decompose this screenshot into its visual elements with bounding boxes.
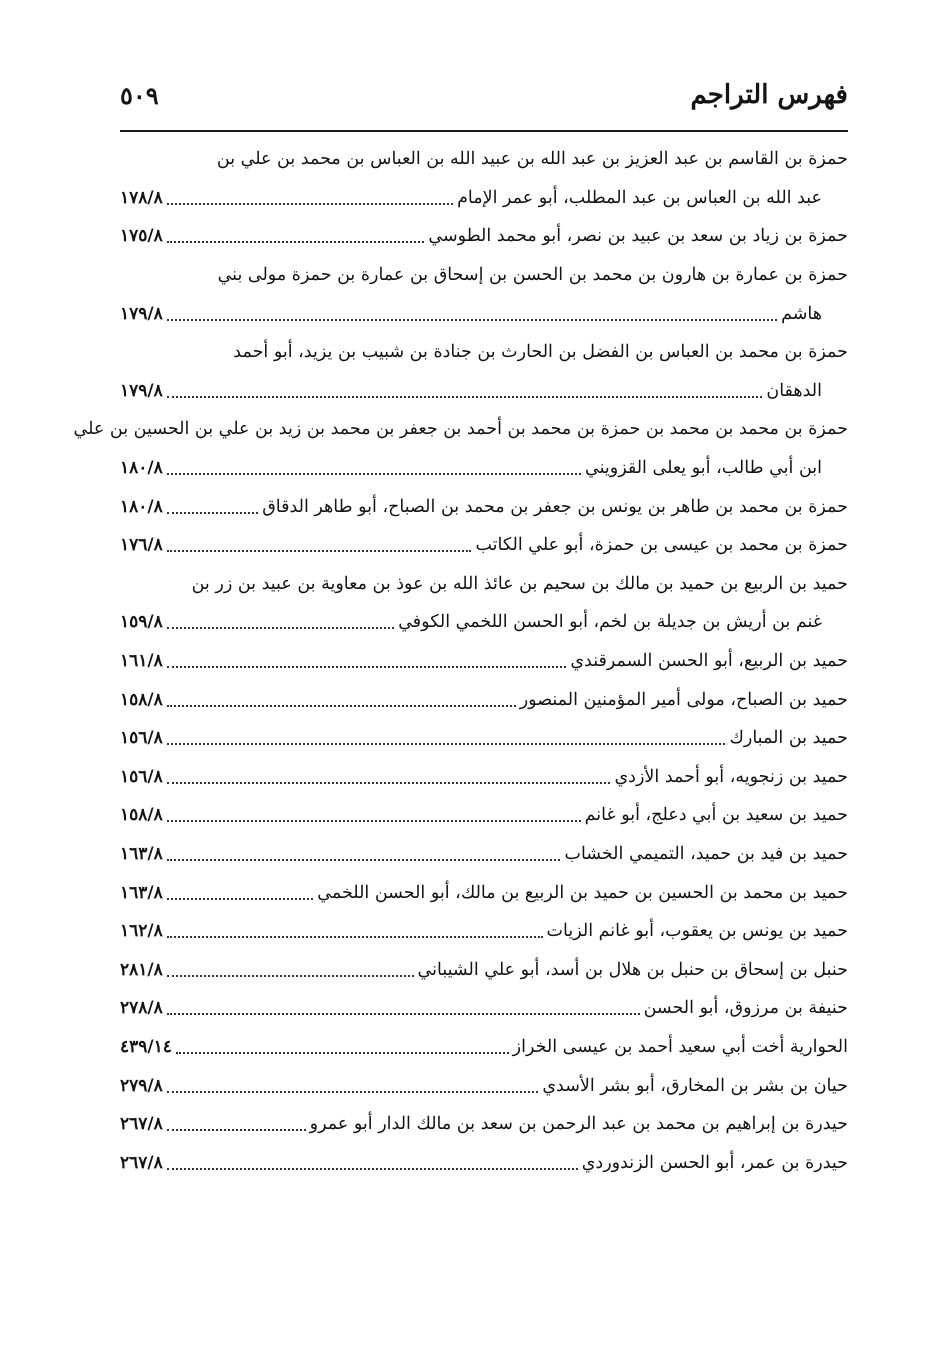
volume-page-ref: ١٨٠/٨: [120, 496, 163, 517]
index-entry: [120, 1066, 848, 1105]
index-entry-continuation: [120, 294, 848, 333]
running-title: فهرس التراجم: [690, 80, 848, 110]
dot-leader: [167, 201, 453, 205]
entry-text: الدهقان: [766, 380, 822, 401]
dot-leader: [176, 1050, 509, 1054]
entry-text: حميد بن سعيد بن أبي دعلج، أبو غانم: [584, 805, 848, 826]
entry-text: حيدرة بن إبراهيم بن محمد بن عبد الرحمن بن سعد بن مالك الدار أبو عمرو: [309, 1114, 848, 1135]
entry-text: حمزة بن محمد بن عيسى بن حمزة، أبو علي الكاتب: [475, 535, 848, 556]
volume-page-ref: ١٥٨/٨: [120, 805, 163, 826]
volume-page-ref: ٤٣٩/١٤: [120, 1036, 172, 1057]
index-entry: [120, 873, 848, 912]
entry-text: حميد بن الربيع بن حميد بن مالك بن سحيم بن عائذ الله بن عوذ بن معاوية بن عبيد بن زر بن: [191, 573, 848, 594]
entry-text: حمزة بن القاسم بن عبد العزيز بن عبد الله بن عبيد الله بن العباس بن محمد بن علي بن: [216, 149, 848, 170]
index-entry: [120, 256, 848, 295]
entry-text: حمزة بن محمد بن طاهر بن يونس بن جعفر بن محمد بن الصباح، أبو طاهر الدقاق: [262, 496, 848, 517]
index-entry: [120, 796, 848, 835]
index-entry: [120, 140, 848, 179]
entry-text: ابن أبي طالب، أبو يعلى القزويني: [585, 458, 822, 479]
dot-leader: [167, 317, 777, 321]
entry-text: حيان بن بشر بن المخارق، أبو بشر الأسدي: [542, 1075, 848, 1096]
entry-text: حميد بن الصباح، مولى أمير المؤمنين المنصور: [519, 689, 848, 710]
dot-leader: [167, 394, 763, 398]
volume-page-ref: ١٥٦/٨: [120, 728, 163, 749]
entry-text: حميد بن فيد بن حميد، التميمي الخشاب: [564, 843, 848, 864]
header-rule: [120, 130, 848, 132]
index-entry: [120, 1143, 848, 1182]
dot-leader: [167, 857, 561, 861]
entry-text: حمزة بن محمد بن محمد بن حمزة بن محمد بن أحمد بن جعفر بن محمد بن زيد بن علي بن الحسين بن علي: [73, 419, 848, 440]
index-entry: [120, 989, 848, 1028]
entry-text: هاشم: [781, 303, 822, 324]
volume-page-ref: ١٥٦/٨: [120, 766, 163, 787]
volume-page-ref: ١٧٦/٨: [120, 535, 163, 556]
entry-text: حمزة بن محمد بن العباس بن الفضل بن الحارث بن جنادة بن شبيب بن يزيد، أبو أحمد: [233, 342, 848, 363]
dot-leader: [167, 239, 425, 243]
volume-page-ref: ١٨٠/٨: [120, 458, 163, 479]
entry-text: حميد بن المبارك: [729, 728, 848, 749]
dot-leader: [167, 471, 581, 475]
page-header: [120, 72, 848, 118]
volume-page-ref: ٢٦٧/٨: [120, 1114, 163, 1135]
entry-text: حميد بن الربيع، أبو الحسن السمرقندي: [570, 651, 848, 672]
dot-leader: [167, 548, 472, 552]
index-entry: [120, 758, 848, 797]
entry-text: حمزة بن عمارة بن هارون بن محمد بن الحسن بن إسحاق بن عمارة بن حمزة مولى بني: [217, 265, 848, 286]
index-entry: [120, 217, 848, 256]
index-entry: [120, 1028, 848, 1067]
dot-leader: [167, 1089, 539, 1093]
volume-page-ref: ١٦٢/٨: [120, 921, 163, 942]
volume-page-ref: ١٧٥/٨: [120, 226, 163, 247]
index-entry: [73, 410, 848, 449]
dot-leader: [167, 1166, 578, 1170]
dot-leader: [167, 625, 394, 629]
volume-page-ref: ٢٦٧/٨: [120, 1152, 163, 1173]
index-entries: [73, 140, 848, 1182]
index-entry: [120, 912, 848, 951]
entry-text: غنم بن أريش بن جديلة بن لخم، أبو الحسن اللخمي الكوفي: [398, 612, 822, 633]
dot-leader: [167, 973, 414, 977]
dot-leader: [167, 1127, 306, 1131]
dot-leader: [167, 741, 726, 745]
index-entry: [120, 680, 848, 719]
dot-leader: [167, 934, 543, 938]
entry-text: الحوارية أخت أبي سعيد أحمد بن عيسى الخراز: [512, 1036, 848, 1057]
volume-page-ref: ١٦١/٨: [120, 651, 163, 672]
index-entry: [120, 333, 848, 372]
dot-leader: [167, 664, 567, 668]
entry-text: حنبل بن إسحاق بن حنبل بن هلال بن أسد، أبو علي الشيباني: [417, 959, 848, 980]
entry-text: حميد بن محمد بن الحسين بن حميد بن الربيع بن مالك، أبو الحسن اللخمي: [317, 882, 848, 903]
index-entry: [120, 526, 848, 565]
volume-page-ref: ١٧٩/٨: [120, 303, 163, 324]
index-entry: [120, 719, 848, 758]
dot-leader: [167, 896, 314, 900]
volume-page-ref: ٢٧٩/٨: [120, 1075, 163, 1096]
entry-text: عبد الله بن العباس بن عبد المطلب، أبو عمر الإمام: [457, 187, 822, 208]
volume-page-ref: ٢٧٨/٨: [120, 998, 163, 1019]
dot-leader: [167, 780, 611, 784]
entry-text: حميد بن زنجويه، أبو أحمد الأزدي: [614, 766, 848, 787]
volume-page-ref: ١٦٣/٨: [120, 843, 163, 864]
entry-text: حمزة بن زياد بن سعد بن عبيد بن نصر، أبو محمد الطوسي: [428, 226, 848, 247]
index-entry-continuation: [120, 449, 848, 488]
entry-text: حنيفة بن مرزوق، أبو الحسن: [643, 998, 848, 1019]
dot-leader: [167, 818, 581, 822]
volume-page-ref: ١٧٩/٨: [120, 380, 163, 401]
dot-leader: [167, 1011, 640, 1015]
page-number: ٥٠٩: [120, 80, 159, 110]
volume-page-ref: ١٥٩/٨: [120, 612, 163, 633]
index-entry-continuation: [120, 179, 848, 218]
dot-leader: [167, 510, 258, 514]
index-entry: [120, 565, 848, 604]
index-entry: [120, 642, 848, 681]
volume-page-ref: ١٦٣/٨: [120, 882, 163, 903]
entry-text: حميد بن يونس بن يعقوب، أبو غانم الزيات: [546, 921, 848, 942]
index-entry-continuation: [120, 372, 848, 411]
index-entry-continuation: [120, 603, 848, 642]
index-entry: [120, 835, 848, 874]
dot-leader: [167, 703, 516, 707]
volume-page-ref: ١٥٨/٨: [120, 689, 163, 710]
index-entry: [120, 487, 848, 526]
index-entry: [120, 1105, 848, 1144]
volume-page-ref: ٢٨١/٨: [120, 959, 163, 980]
entry-text: حيدرة بن عمر، أبو الحسن الزندوردي: [581, 1152, 848, 1173]
volume-page-ref: ١٧٨/٨: [120, 187, 163, 208]
index-entry: [120, 950, 848, 989]
